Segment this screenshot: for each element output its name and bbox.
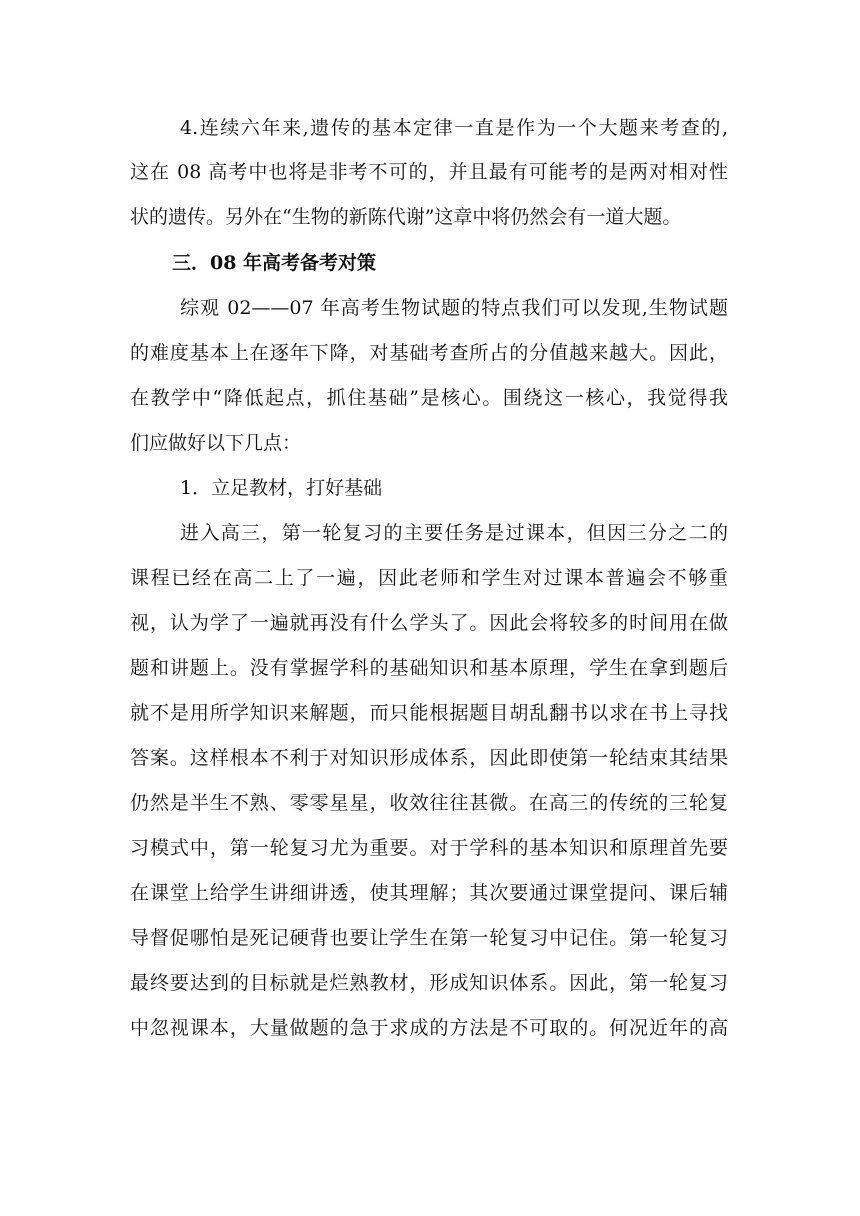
intro-line-2: 的难度基本上在逐年下降，对基础考查所占的分值越来越大。因此，	[130, 342, 728, 364]
body-line-2: 课程已经在高二上了一遍，因此老师和学生对过课本普遍会不够重	[130, 567, 728, 589]
body-line-5: 就不是用所学知识来解题，而只能根据题目胡乱翻书以求在书上寻找	[130, 702, 728, 724]
body-line-3: 视，认为学了一遍就再没有什么学头了。因此会将较多的时间用在做	[130, 612, 728, 634]
paragraph-4-line-1: 4.连续六年来,遗传的基本定律一直是作为一个大题来考查的,	[180, 117, 728, 139]
body-line-6: 答案。这样根本不利于对知识形成体系，因此即使第一轮结束其结果	[130, 747, 728, 769]
body-line-12: 中忽视课本，大量做题的急于求成的方法是不可取的。何况近年的高	[130, 1017, 728, 1039]
subheading: 1．立足教材，打好基础	[180, 477, 383, 499]
intro-line-4: 们应做好以下几点：	[130, 432, 302, 454]
body-line-11: 最终要达到的目标就是烂熟教材，形成知识体系。因此，第一轮复习	[130, 972, 728, 994]
body-line-10: 导督促哪怕是死记硬背也要让学生在第一轮复习中记住。第一轮复习	[130, 927, 728, 949]
body-line-7: 仍然是半生不熟、零零星星，收效往往甚微。在高三的传统的三轮复	[130, 792, 728, 814]
paragraph-4-line-2: 这在 08 高考中也将是非考不可的，并且最有可能考的是两对相对性	[130, 161, 728, 183]
paragraph-4-line-3: 状的遗传。另外在“生物的新陈代谢”这章中将仍然会有一道大题。	[130, 206, 682, 228]
body-line-8: 习模式中，第一轮复习尤为重要。对于学科的基本知识和原理首先要	[130, 837, 728, 859]
body-line-9: 在课堂上给学生讲细讲透，使其理解；其次要通过课堂提问、课后辅	[130, 882, 728, 904]
body-line-4: 题和讲题上。没有掌握学科的基础知识和基本原理，学生在拿到题后	[130, 657, 728, 679]
intro-line-3: 在教学中“降低起点，抓住基础”是核心。围绕这一核心，我觉得我	[130, 387, 728, 409]
intro-line-1: 综观 02——07 年高考生物试题的特点我们可以发现,生物试题	[180, 297, 728, 319]
section-heading: 三．08 年高考备考对策	[172, 252, 377, 274]
body-line-1: 进入高三，第一轮复习的主要任务是过课本，但因三分之二的	[180, 522, 728, 544]
